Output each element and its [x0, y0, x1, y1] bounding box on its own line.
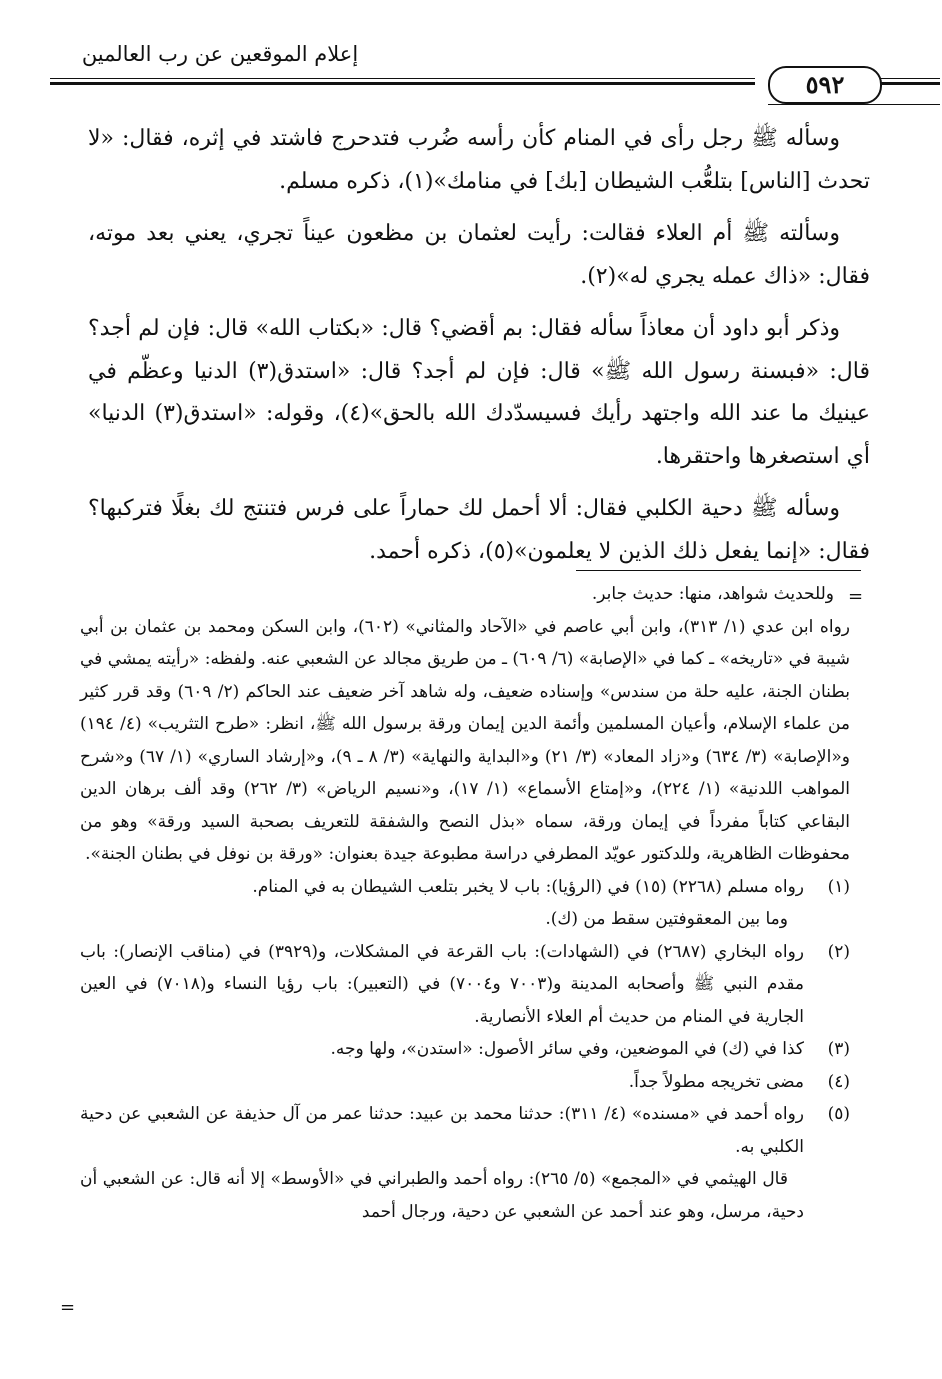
footnote-line: رواه أحمد في «مسنده» (٤/ ٣١١): حدثنا محمد بن عبيد: حدثنا عمر من آل حذيفة عن الشعبي عن دحية الكلبي به. — [80, 1104, 805, 1157]
header-rule — [50, 78, 755, 79]
footnote-4 — [80, 1066, 850, 1099]
footnote-line: مضى تخريجه مطولاً جداً. — [628, 1071, 804, 1092]
header-underline — [768, 104, 940, 105]
running-title: إعلام الموقعين عن رب العالمين — [81, 42, 359, 66]
footnote-separator — [576, 570, 861, 571]
footnote-2 — [80, 936, 850, 1034]
paragraph: وذكر أبو داود أن معاذاً سأله فقال: بم أقضي؟ قال: «بكتاب الله» قال: فإن لم أجد؟ قال: «فبسنة رسول الله ﷺ» قال: فإن لم أجد؟ قال: «استدق(٣) الدنيا وعظّم في عينيك ما عند الله واجتهد رأيك فسيسدّدك الله بالحق»(٤)، وقوله: «استدق(٣) الدنيا» أي استصغرها واحتقرها. — [88, 316, 870, 469]
header-rule-right — [880, 78, 940, 79]
footnote-5 — [80, 1098, 850, 1228]
footnote-line: قال الهيثمي في «المجمع» (٥/ ٢٦٥): رواه أحمد والطبراني في «الأوسط» إلا أنه قال: عن الشعبي أن دحية، مرسل، وهو عند أحمد عن الشعبي عن دحية، ورجال أحمد — [80, 1169, 804, 1222]
header-rule-thick — [50, 82, 755, 85]
footnote-3 — [80, 1033, 850, 1066]
paragraph: وسأله ﷺ رجل رأى في المنام كأن رأسه ضُرب فتدحرج فاشتد في إثره، فقال: «لا تحدث [الناس] بتلعُّب الشيطان [بك] في منامك»(١)، ذكره مسلم. — [88, 126, 870, 194]
footnote-number: (٥) — [827, 1104, 850, 1124]
footnote-number: (٢) — [827, 941, 850, 962]
paragraph: وسألته ﷺ أم العلاء فقالت: رأيت لعثمان بن مظعون عيناً تجري، يعني بعد موته، فقال: «ذاك عمله يجري له»(٢). — [88, 221, 870, 289]
page-header — [50, 38, 890, 102]
main-text — [88, 118, 870, 583]
paragraph: وسأله ﷺ دحية الكلبي فقال: ألا أحمل لك حماراً على فرس فتنتج لك بغلًا فتركبها؟ فقال: «إنما يفعل ذلك الذين لا يعلمون»(٥)، ذكره أحمد. — [88, 496, 870, 564]
footnote-number: (٣) — [827, 1039, 850, 1059]
footnote-line: رواه مسلم (٢٢٦٨) (١٥) في (الرؤيا): باب لا يخبر بتلعب الشيطان به في المنام. — [252, 876, 804, 897]
footnote-number: (٤) — [827, 1071, 850, 1092]
footnote-continuation: وللحديث شواهد، منها: حديث جابر. — [591, 584, 834, 604]
footnote-line: كذا في (ك) في الموضعين، وفي سائر الأصول: «استدن»، ولها وجه. — [330, 1039, 804, 1059]
footnote-number: (١) — [827, 876, 850, 897]
footnotes — [80, 578, 850, 1228]
page-number: ٥٩٢ — [768, 66, 882, 104]
footnote-line: رواه البخاري (٢٦٨٧) في (الشهادات): باب القرعة في المشكلات، و(٣٩٢٩) في (مناقب الإنصار): باب مقدم النبي ﷺ وأصحابه المدينة و(٧٠٠٣ و٧٠٠٤) في (التعبير): باب رؤيا النساء و(٧٠١٨) في العين الجارية في المنام من حديث أم العلاء الأنصارية. — [80, 941, 804, 1027]
footnote-1 — [80, 871, 850, 936]
continuation-mark: = — [848, 586, 864, 607]
footnote-line: وما بين المعقوفتين سقط من (ك). — [545, 909, 788, 929]
footnote-continuation: رواه ابن عدي (١/ ٣١٣)، وابن أبي عاصم في «الآحاد والمثاني» (٦٠٢)، وابن السكن ومحمد بن عثمان بن أبي شيبة في «تاريخه» ـ كما في «الإصابة» (٦/ ٦٠٩) ـ من طريق مجالد عن الشعبي عنه. ولفظه: «رأيته يمشي في بطنان الجنة، عليه حلة من سندس» وإسناده ضعيف، وله شاهد آخر ضعيف عند الحاكم (٢/ ٦٠٩) وقد قرر كثير من علماء الإسلام، وأعيان المسلمين وأئمة الدين إيمان ورقة برسول الله ﷺ، انظر: «طرح التثريب» (٤/ ١٩٤) و«الإصابة» (٣/ ٦٣٤) و«زاد المعاد» (٣/ ٢١) و«البداية والنهاية» (٣/ ٨ ـ ٩)، و«إرشاد الساري» (١/ ٦٧) و«شرح المواهب اللدنية» (١/ ٢٢٤)، و«إمتاع الأسماع» (١/ ١٧)، و«نسيم الرياض» (٣/ ٢٦٢) وقد ألف برهان الدين البقاعي كتاباً مفرداً في إيمان ورقة، سماه «بذل النصح والشفقة للتعريف بصحبة السيد ورقة» وهو من محفوظات الظاهرية، وللدكتور عويّد المطرفي دراسة مطبوعة جيدة بعنوان: «ورقة بن نوفل في بطنان الجنة». — [80, 616, 850, 864]
header-rule-right-thick — [880, 82, 940, 85]
continuation-mark: = — [60, 1297, 76, 1318]
